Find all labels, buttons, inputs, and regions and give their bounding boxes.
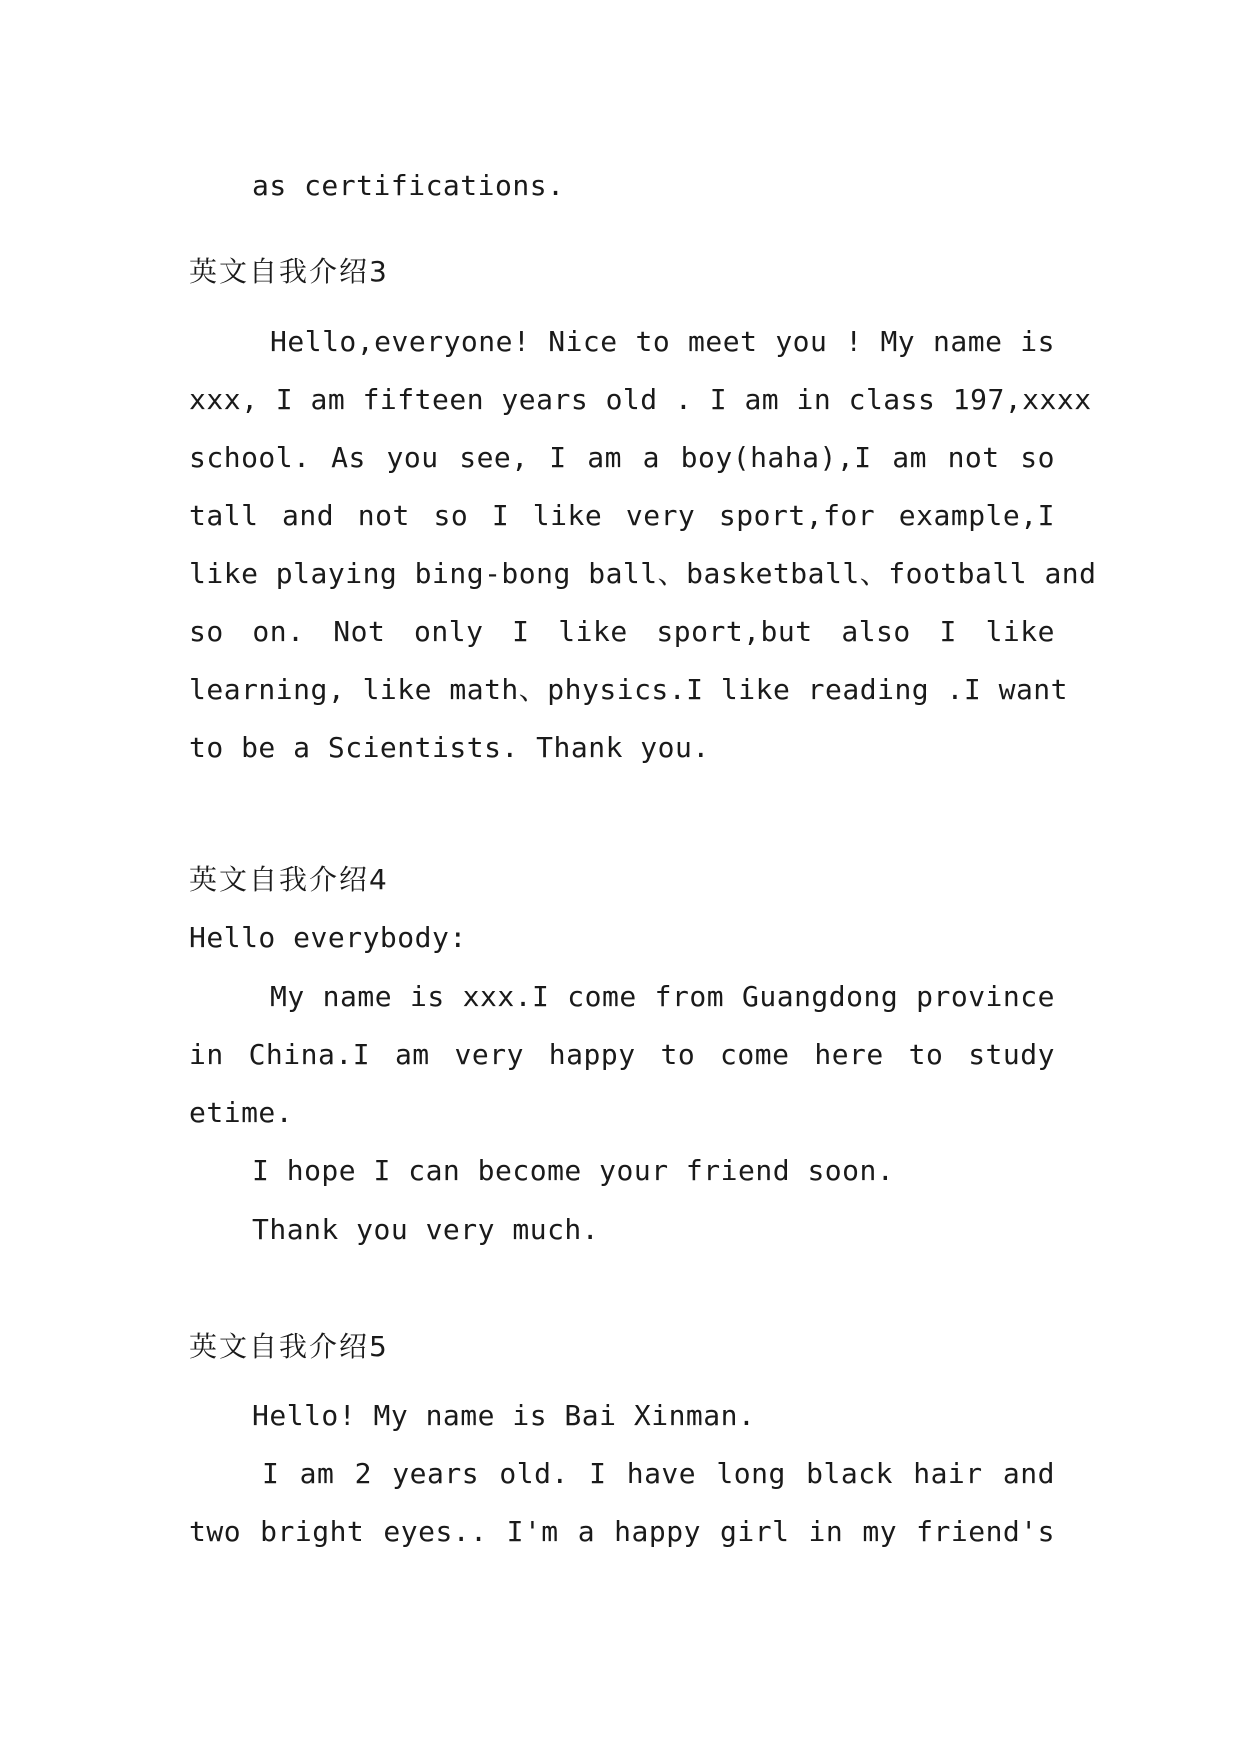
section-heading-4: 英文自我介绍4 — [189, 863, 389, 896]
section-heading-5: 英文自我介绍5 — [189, 1330, 389, 1363]
section3-line: school. As you see, I am a boy(haha),I am not so — [189, 441, 1055, 474]
section-heading-3: 英文自我介绍3 — [189, 255, 389, 288]
section4-line: Thank you very much. — [252, 1213, 600, 1246]
section3-line: to be a Scientists. Thank you. — [189, 731, 710, 764]
section3-line: so on. Not only I like sport,but also I like — [189, 615, 1055, 648]
section4-greeting: Hello everybody: — [189, 921, 467, 954]
section4-line: in China.I am very happy to come here to study — [189, 1038, 1055, 1071]
paragraph-fragment: as certifications. — [252, 169, 565, 202]
section3-line: xxx, I am fifteen years old . I am in class 197,xxxx — [189, 383, 1092, 416]
section3-line: like playing bing-bong ball、basketball、football and — [189, 557, 1097, 590]
section4-line: I hope I can become your friend soon. — [252, 1154, 895, 1187]
section5-line: two bright eyes.. I'm a happy girl in my friend's — [189, 1515, 1055, 1548]
section3-line: Hello,everyone! Nice to meet you ! My name is — [270, 325, 1055, 358]
section4-line: My name is xxx.I come from Guangdong province — [270, 980, 1055, 1013]
section3-line: learning, like math、physics.I like reading .I want — [189, 673, 1069, 706]
section3-line: tall and not so I like very sport,for example,I — [189, 499, 1055, 532]
section5-line: Hello! My name is Bai Xinman. — [252, 1399, 756, 1432]
section4-line: etime. — [189, 1096, 294, 1129]
section5-line: I am 2 years old. I have long black hair and — [262, 1457, 1055, 1490]
